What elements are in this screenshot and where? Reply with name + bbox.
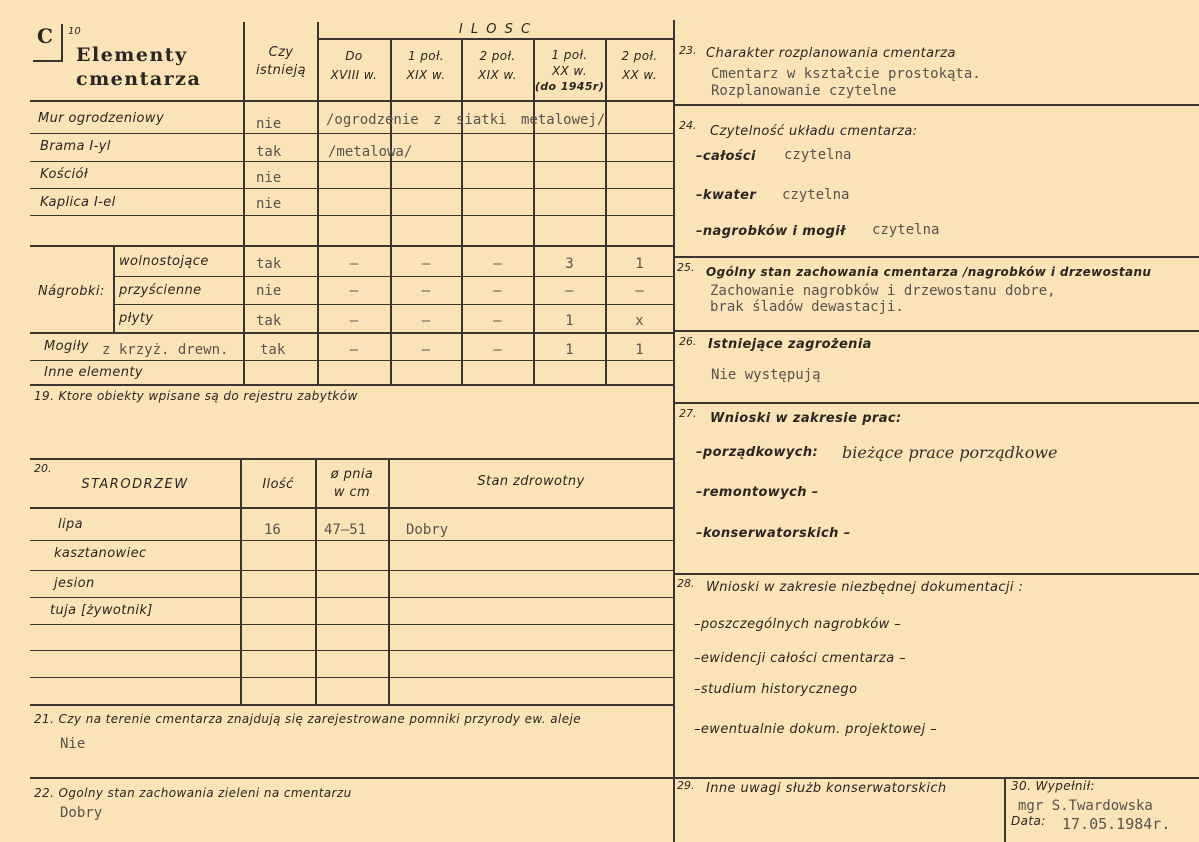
value-plyty-p5: x <box>635 313 644 329</box>
q24-b-value: czytelna <box>782 187 850 203</box>
tree-qty: 16 <box>264 522 281 538</box>
q21-answer: Nie <box>60 736 86 752</box>
rule <box>30 540 673 541</box>
q24-b-label: –kwater <box>696 188 757 203</box>
value-przyscienne-p2: – <box>421 283 431 299</box>
q29-num: 29. <box>677 779 695 792</box>
title-line1: Elementy <box>76 44 188 66</box>
row-label-mogily: Mogiły <box>44 339 89 354</box>
form-code-num: 10 <box>68 26 81 37</box>
value-mogily-p3: – <box>493 342 502 358</box>
rule <box>30 704 673 706</box>
row-label-plyty: płyty <box>119 311 154 326</box>
center-divider <box>673 20 675 842</box>
tree-name: lipa <box>58 517 84 532</box>
q30-label: 30. Wypełnił: <box>1011 779 1095 793</box>
q24-num: 24. <box>679 119 697 132</box>
rule <box>30 650 673 651</box>
rule <box>30 570 673 571</box>
tree-health: Dobry <box>406 522 449 538</box>
rule <box>30 332 673 334</box>
col-exists-header: Czy istnieją <box>255 45 307 78</box>
q20-num: 20. <box>34 462 52 475</box>
value-wolnostojace-exists: tak <box>256 256 282 272</box>
title-line2: cmentarza <box>76 68 202 90</box>
q28-c: –studium historycznego <box>694 682 858 697</box>
q23-num: 23. <box>679 44 697 57</box>
q24-label: Czytelność układu cmentarza: <box>710 124 918 139</box>
q24-a-label: –całości <box>696 149 756 164</box>
q20-col-health: Stan zdrowotny <box>477 474 585 489</box>
q27-num: 27. <box>679 407 697 420</box>
q25-answer-1: Zachowanie nagrobków i drzewostanu dobre, <box>710 283 1056 299</box>
q26-num: 26. <box>679 335 697 348</box>
q28-d: –ewentualnie dokum. projektowej – <box>694 722 937 737</box>
value-kosciol-exists: nie <box>256 170 282 186</box>
value-wolnostojace-p2: – <box>421 256 431 272</box>
value-mogily-p5: 1 <box>635 342 644 358</box>
value-przyscienne-p5: – <box>635 283 644 299</box>
row-label-kosciol: Kościół <box>40 167 89 182</box>
q22-label: 22. Ogolny stan zachowania zieleni na cmentarzu <box>34 786 352 800</box>
value-plyty-p3: – <box>493 313 502 329</box>
value-wolnostojace-p4: 3 <box>565 256 574 272</box>
rule <box>30 624 673 625</box>
period-header-4: 1 poł. XX w. (do 1945r) <box>534 48 605 93</box>
rule <box>113 304 673 305</box>
value-mogily-p4: 1 <box>565 342 574 358</box>
q22-answer: Dobry <box>60 805 103 821</box>
rule <box>30 100 673 102</box>
period-header-1: Do XVIII w. <box>330 49 378 82</box>
row-label-nagrobki: Nágrobki: <box>38 284 105 299</box>
value-przyscienne-exists: nie <box>256 283 282 299</box>
q30-name: mgr S.Twardowska <box>1018 798 1153 814</box>
q23-answer-2: Rozplanowanie czytelne <box>711 83 897 99</box>
rule <box>675 256 1199 258</box>
rule <box>30 597 673 598</box>
q27-b-label: –remontowych – <box>696 485 819 500</box>
value-mogily-exists: tak <box>260 342 286 358</box>
q27-a-value: bieżące prace porządkowe <box>842 443 1058 462</box>
rule <box>30 215 673 216</box>
value-brama-exists: tak <box>256 144 282 160</box>
value-kaplica-exists: nie <box>256 196 282 212</box>
value-wolnostojace-p5: 1 <box>635 256 644 272</box>
value-wolnostojace-p1: – <box>349 256 359 272</box>
q24-c-value: czytelna <box>872 222 940 238</box>
q28-a: –poszczególnych nagrobków – <box>694 617 902 632</box>
q27-a-label: –porządkowych: <box>696 445 819 460</box>
q26-label: Istniejące zagrożenia <box>708 337 872 352</box>
rule <box>675 573 1199 575</box>
tree-diam: 47–51 <box>324 522 367 538</box>
form-code: C <box>37 24 53 48</box>
q20-col-diam: ø pnia w cm <box>330 467 374 500</box>
q29-label: Inne uwagi służb konserwatorskich <box>706 781 947 796</box>
value-mogily-sub: z krzyż. drewn. <box>102 342 229 358</box>
period-header-5: 2 poł. XX w. <box>621 49 658 82</box>
q25-num: 25. <box>677 261 695 274</box>
q24-a-value: czytelna <box>784 147 852 163</box>
value-plyty-p4: 1 <box>565 313 574 329</box>
q28-label: Wnioski w zakresie niezbędnej dokumentacji : <box>706 580 1024 595</box>
row-label-mur: Mur ogrodzeniowy <box>38 111 165 126</box>
value-mogily-p1: – <box>349 342 359 358</box>
value-wolnostojace-p3: – <box>493 256 502 272</box>
tree-name: jesion <box>54 576 95 591</box>
rule <box>675 330 1199 332</box>
rule <box>30 133 673 134</box>
q24-c-label: –nagrobków i mogił <box>696 224 846 239</box>
q27-c-label: –konserwatorskich – <box>696 526 851 541</box>
rule <box>30 458 673 460</box>
period-header-3: 2 poł. XIX w. <box>477 49 518 82</box>
rule <box>675 104 1199 106</box>
rule <box>1004 777 1006 842</box>
rule <box>30 360 673 361</box>
value-mogily-p2: – <box>421 342 431 358</box>
value-mur-exists: nie <box>256 116 282 132</box>
value-przyscienne-p1: – <box>349 283 359 299</box>
rule <box>388 458 390 704</box>
rule <box>318 38 673 40</box>
q25-answer-2: brak śladów dewastacji. <box>710 299 904 315</box>
row-label-przyscienne: przyścienne <box>119 283 202 298</box>
q19-label: 19. Ktore obiekty wpisane są do rejestru zabytków <box>34 389 358 403</box>
q30-date: 17.05.1984r. <box>1062 815 1171 833</box>
rule <box>30 161 673 162</box>
value-brama-note: /metalowa/ <box>328 144 413 160</box>
q26-answer: Nie występują <box>711 367 821 383</box>
value-plyty-exists: tak <box>256 313 282 329</box>
row-label-wolnostojace: wolnostojące <box>119 254 209 269</box>
rule <box>30 188 673 189</box>
rule <box>30 245 673 247</box>
rule <box>675 402 1199 404</box>
value-plyty-p1: – <box>349 313 359 329</box>
value-plyty-p2: – <box>421 313 431 329</box>
q28-b: –ewidencji całości cmentarza – <box>694 651 907 666</box>
q27-label: Wnioski w zakresie prac: <box>710 411 902 426</box>
row-label-kaplica: Kaplica I-el <box>40 195 116 210</box>
q20-col-qty: Ilość <box>262 477 294 492</box>
q28-num: 28. <box>677 577 695 590</box>
rule <box>30 384 673 386</box>
value-przyscienne-p3: – <box>493 283 502 299</box>
rule <box>30 507 673 509</box>
rule <box>240 458 242 704</box>
q25-label: Ogólny stan zachowania cmentarza /nagrobków i drzewostanu <box>706 265 1152 279</box>
q30-date-label: Data: <box>1011 814 1046 828</box>
q23-answer-1: Cmentarz w kształcie prostokąta. <box>711 66 981 82</box>
q21-label: 21. Czy na terenie cmentarza znajdują się zarejestrowane pomniki przyrody ew. aleje <box>34 712 582 726</box>
q23-label: Charakter rozplanowania cmentarza <box>706 46 956 61</box>
value-przyscienne-p4: – <box>565 283 574 299</box>
row-label-inne: Inne elementy <box>44 365 143 380</box>
rule <box>113 276 673 277</box>
tree-name: tuja [żywotnik] <box>50 603 153 618</box>
period-header-2: 1 poł. XIX w. <box>406 49 446 82</box>
value-mur-note: /ogrodzenie z siatki metalowej/ <box>326 112 606 128</box>
q20-header: STARODRZEW <box>81 477 189 492</box>
tree-name: kasztanowiec <box>54 546 147 561</box>
ilosc-header: I L O S C <box>458 22 533 37</box>
rule <box>30 677 673 678</box>
rule <box>113 245 115 332</box>
row-label-brama: Brama I-yl <box>40 139 111 154</box>
